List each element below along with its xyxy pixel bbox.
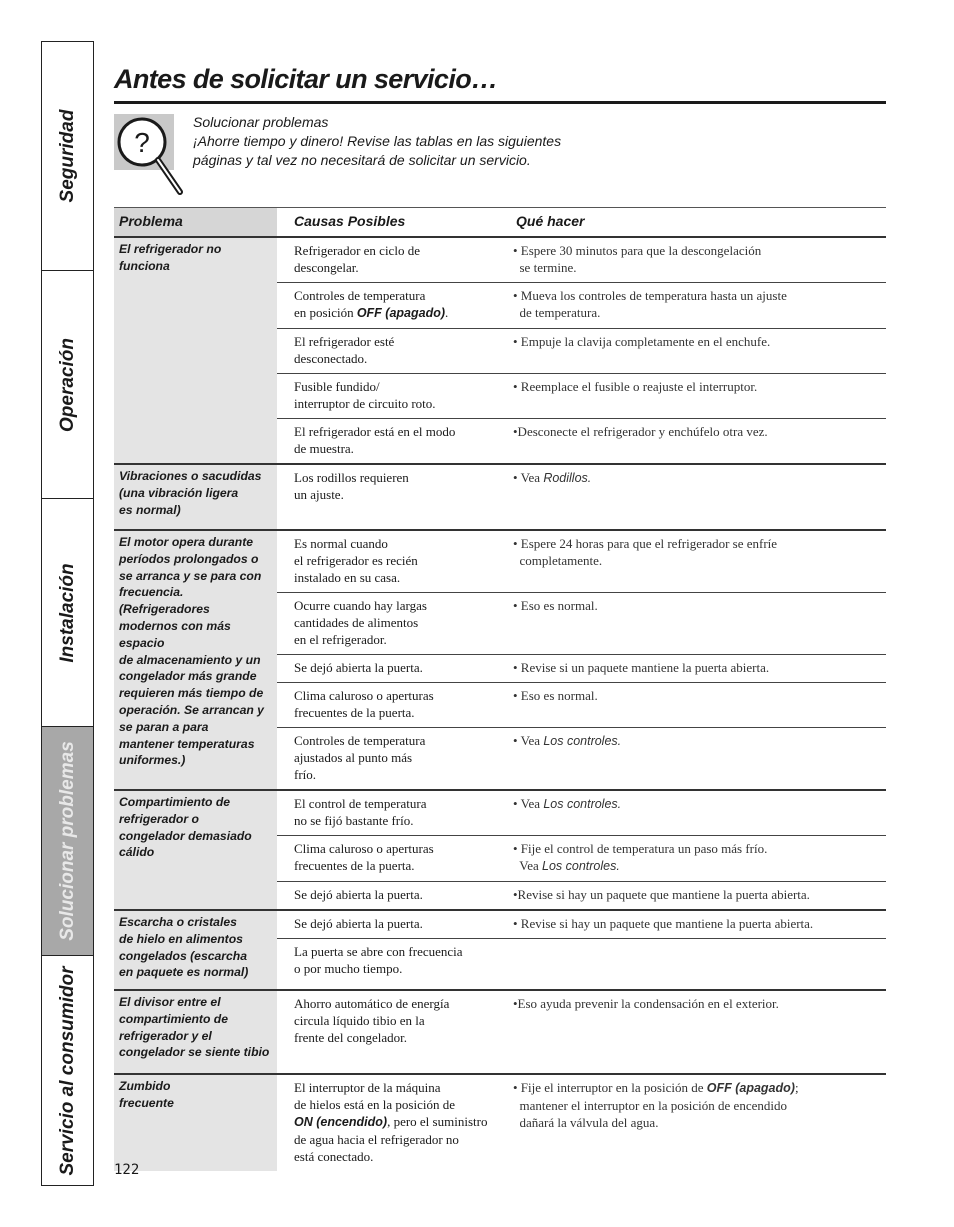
problem-line: Escarcha o cristales [119, 915, 237, 929]
table-row [277, 991, 886, 1052]
problem-line: congelados (escarcha [119, 948, 248, 963]
fix-cell [498, 329, 886, 373]
intro-text [193, 113, 561, 170]
cause-line: Se dejó abierta la puerta. [294, 887, 423, 902]
cause-line: Controles de temperatura [294, 288, 426, 303]
cause-line: el refrigerador es recién [294, 553, 418, 568]
fix-line: completamente. [513, 553, 603, 568]
table-row [277, 282, 886, 328]
problem-cell [114, 1075, 277, 1171]
problem-cell [114, 531, 277, 789]
problem-cell [114, 465, 277, 529]
table-row [277, 791, 886, 835]
cause-line: de muestra. [294, 441, 354, 456]
problem-line: Zumbido [119, 1079, 171, 1093]
cause-line: no se fijó bastante frío. [294, 813, 414, 828]
intro-line: ¡Ahorre tiempo y dinero! Revise las tablas en las siguientes [193, 133, 562, 149]
cause-line: en posición OFF (apagado). [294, 305, 449, 320]
problem-group [114, 789, 886, 909]
cause-line: El interruptor de la máquina [294, 1080, 441, 1095]
fix-line: de temperatura. [513, 305, 601, 320]
problem-group [114, 1073, 886, 1171]
fix-cell [498, 836, 886, 881]
table-row [277, 654, 886, 682]
problem-line: se arranca y se para con [119, 568, 262, 583]
cause-line: de agua hacia el refrigerador no [294, 1132, 459, 1147]
cause-line: descongelar. [294, 260, 359, 275]
cause-line: instalado en su casa. [294, 570, 401, 585]
problem-line: Vibraciones o sacudidas [119, 469, 262, 483]
cause-cell [277, 991, 498, 1052]
fix-cell [498, 655, 886, 682]
cause-line: Se dejó abierta la puerta. [294, 916, 423, 931]
table-row [277, 373, 886, 418]
cause-line: desconectado. [294, 351, 368, 366]
cause-line: interruptor de circuito roto. [294, 396, 436, 411]
table-row [277, 418, 886, 463]
problem-line: se paran a para [119, 719, 209, 734]
problem-cell [114, 911, 277, 989]
cause-line: está conectado. [294, 1149, 374, 1164]
fix-line: dañará la válvula del agua. [513, 1115, 659, 1130]
fix-line: • Vea Los controles. [513, 796, 622, 811]
cause-cell [277, 791, 498, 835]
fix-line: Vea Los controles. [513, 858, 620, 873]
cause-line: o por mucho tiempo. [294, 961, 403, 976]
cause-cell [277, 419, 498, 463]
problem-line: en paquete es normal) [119, 965, 249, 980]
cause-line: Los rodillos requieren [294, 470, 409, 485]
fix-line: • Revise si hay un paquete que mantiene la puerta abierta. [513, 916, 814, 931]
header-problem: Problema [119, 213, 183, 229]
fix-line: • Espere 30 minutos para que la descongelación [513, 243, 762, 258]
table-row [277, 238, 886, 282]
cause-line: Se dejó abierta la puerta. [294, 660, 423, 675]
fix-line: • Reemplace el fusible o reajuste el interruptor. [513, 379, 758, 394]
troubleshooting-table [114, 207, 886, 1171]
fix-line: •Revise si hay un paquete que mantiene la puerta abierta. [513, 887, 810, 902]
cause-cell [277, 655, 498, 682]
section-sidebar [41, 41, 94, 1186]
problem-line: refrigerador y el [119, 1028, 212, 1043]
problem-cell [114, 991, 277, 1073]
cause-line: El control de temperatura [294, 796, 427, 811]
problem-line: operación. Se arrancan y [119, 702, 264, 717]
tab-label: Solucionar problemas [56, 741, 78, 941]
problem-line: congelador se siente tibio [119, 1045, 270, 1060]
cause-line: en el refrigerador. [294, 632, 387, 647]
cause-cell [277, 1075, 498, 1171]
table-row [277, 682, 886, 727]
problem-group [114, 236, 886, 463]
fix-line: •Desconecte el refrigerador y enchúfelo otra vez. [513, 424, 768, 439]
problem-line: modernos con más espacio [119, 618, 231, 650]
cause-line: frente del congelador. [294, 1030, 407, 1045]
problem-line: frecuente [119, 1095, 174, 1110]
table-row [277, 911, 886, 938]
cause-line: ON (encendido), pero el suministro [294, 1114, 488, 1129]
question-magnifier-icon [114, 114, 186, 196]
cause-cell [277, 374, 498, 418]
page-number: 122 [114, 1162, 140, 1178]
cause-line: circula líquido tibio en la [294, 1013, 425, 1028]
fix-line: mantener el interruptor en la posición de encendido [513, 1098, 787, 1113]
fix-line: • Espere 24 horas para que el refrigerador se enfríe [513, 536, 778, 551]
problem-group [114, 989, 886, 1073]
table-row [277, 881, 886, 909]
table-row [277, 592, 886, 654]
tab-label: Instalación [56, 562, 78, 663]
cause-line: frío. [294, 767, 317, 782]
tab-label: Seguridad [56, 109, 78, 203]
cause-line: Clima caluroso o aperturas [294, 688, 434, 703]
fix-cell [498, 374, 886, 418]
table-row [277, 835, 886, 881]
cause-cell [277, 939, 498, 983]
problem-line: El motor opera durante [119, 535, 254, 549]
fix-cell [498, 683, 886, 727]
svg-text:?: ? [134, 127, 150, 158]
cause-line: frecuentes de la puerta. [294, 858, 415, 873]
problem-line: períodos prolongados o [119, 551, 259, 566]
cause-line: cantidades de alimentos [294, 615, 419, 630]
tab-label: Servicio al consumidor [56, 965, 78, 1176]
cause-cell [277, 283, 498, 328]
fix-cell [498, 531, 886, 592]
cause-cell [277, 728, 498, 789]
cause-line: de hielos está en la posición de [294, 1097, 456, 1112]
fix-line: • Fije el control de temperatura un paso más frío. [513, 841, 768, 856]
fix-line: •Eso ayuda prevenir la condensación en el exterior. [513, 996, 779, 1011]
problem-line: congelador más grande [119, 669, 257, 684]
fix-line: • Empuje la clavija completamente en el enchufe. [513, 334, 771, 349]
problem-group [114, 529, 886, 789]
table-row [277, 465, 886, 509]
table-row [277, 1075, 886, 1171]
cause-line: El refrigerador está en el modo [294, 424, 456, 439]
cause-line: un ajuste. [294, 487, 344, 502]
intro-line: páginas y tal vez no necesitará de solicitar un servicio. [193, 152, 531, 168]
tab-label: Operación [56, 337, 78, 432]
header-causes: Causas Posibles [294, 213, 406, 229]
tab-seguridad[interactable] [42, 42, 93, 271]
problem-line: (una vibración ligera [119, 485, 239, 500]
cause-cell [277, 465, 498, 509]
cause-line: Controles de temperatura [294, 733, 426, 748]
fix-cell [498, 419, 886, 463]
problem-line: congelador demasiado [119, 828, 252, 843]
intro-line: Solucionar problemas [193, 114, 329, 130]
table-row [277, 727, 886, 789]
problem-line: funciona [119, 258, 170, 273]
fix-cell [498, 728, 886, 789]
cause-line: Es normal cuando [294, 536, 388, 551]
fix-cell [498, 911, 886, 938]
problem-line: compartimiento de [119, 1011, 229, 1026]
fix-cell [498, 1075, 886, 1171]
cause-cell [277, 593, 498, 654]
problem-line: El refrigerador no [119, 242, 222, 256]
problem-line: mantener temperaturas [119, 736, 255, 751]
fix-line: • Fije el interruptor en la posición de OFF (apagado); [513, 1080, 799, 1095]
fix-cell [498, 283, 886, 328]
cause-line: La puerta se abre con frecuencia [294, 944, 463, 959]
problem-line: de almacenamiento y un [119, 652, 261, 667]
page-title: Antes de solicitar un servicio… [114, 64, 498, 94]
cause-line: Fusible fundido/ [294, 379, 380, 394]
problem-group [114, 463, 886, 529]
cause-line: Ocurre cuando hay largas [294, 598, 427, 613]
cause-cell [277, 882, 498, 909]
fix-cell [498, 991, 886, 1052]
problem-cell [114, 238, 277, 463]
cause-cell [277, 531, 498, 592]
tab-solucionar-problemas[interactable] [42, 727, 93, 956]
problem-line: refrigerador o [119, 811, 199, 826]
problem-line: requieren más tiempo de [119, 686, 264, 701]
problem-line: El divisor entre el [119, 995, 221, 1009]
fix-line: • Eso es normal. [513, 688, 598, 703]
cause-cell [277, 911, 498, 938]
fix-line: • Vea Los controles. [513, 733, 622, 748]
cause-cell [277, 329, 498, 373]
table-header [114, 207, 886, 236]
problem-line: cálido [119, 845, 155, 860]
fix-cell [498, 939, 886, 983]
fix-line: • Vea Rodillos. [513, 470, 592, 485]
table-row [277, 938, 886, 983]
fix-cell [498, 882, 886, 909]
table-row [277, 328, 886, 373]
tab-operacion[interactable] [42, 271, 93, 499]
cause-cell [277, 683, 498, 727]
fix-line: se termine. [513, 260, 577, 275]
cause-cell [277, 238, 498, 282]
fix-line: • Eso es normal. [513, 598, 598, 613]
cause-line: El refrigerador esté [294, 334, 395, 349]
cause-cell [277, 836, 498, 881]
tab-servicio-al-consumidor[interactable] [42, 956, 93, 1185]
problem-line: Compartimiento de [119, 795, 231, 809]
tab-instalacion[interactable] [42, 499, 93, 727]
cause-line: frecuentes de la puerta. [294, 705, 415, 720]
cause-line: Refrigerador en ciclo de [294, 243, 420, 258]
problem-line: uniformes.) [119, 753, 186, 768]
fix-cell [498, 791, 886, 835]
cause-line: ajustados al punto más [294, 750, 413, 765]
fix-cell [498, 593, 886, 654]
fix-line: • Revise si un paquete mantiene la puerta abierta. [513, 660, 770, 675]
fix-cell [498, 238, 886, 282]
problem-line: frecuencia. (Refrigeradores [119, 585, 210, 617]
title-rule [114, 101, 886, 104]
fix-line: • Mueva los controles de temperatura hasta un ajuste [513, 288, 787, 303]
fix-cell [498, 465, 886, 509]
problem-line: es normal) [119, 502, 181, 517]
cause-line: Ahorro automático de energía [294, 996, 450, 1011]
problem-group [114, 909, 886, 989]
problem-line: de hielo en alimentos [119, 931, 243, 946]
problem-cell [114, 791, 277, 909]
cause-line: Clima caluroso o aperturas [294, 841, 434, 856]
table-row [277, 531, 886, 592]
header-fix: Qué hacer [516, 213, 585, 229]
